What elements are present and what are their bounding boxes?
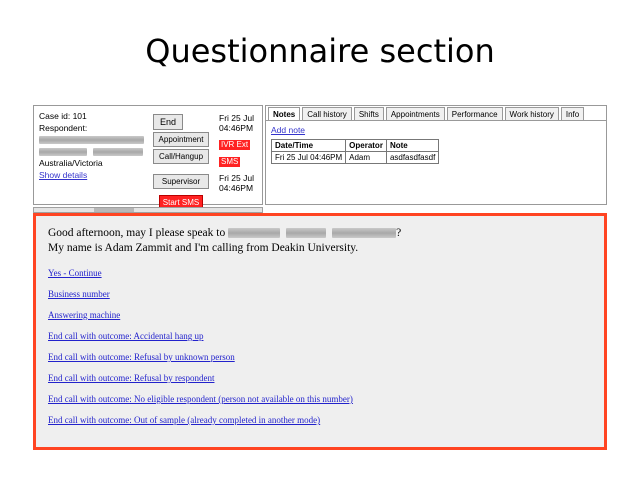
tab-bar — [266, 106, 606, 121]
call-date: Fri 25 Jul — [219, 113, 254, 123]
appointment-button[interactable]: Appointment — [153, 132, 209, 147]
add-note-link[interactable]: Add note — [271, 125, 306, 135]
questionnaire-options — [48, 268, 592, 425]
show-details-link[interactable]: Show details — [39, 170, 88, 180]
notes-table — [271, 139, 439, 164]
column-header-note: Note — [386, 140, 438, 152]
call-hangup-button[interactable]: Call/Hangup — [153, 149, 209, 164]
end-button[interactable]: End — [153, 114, 183, 130]
option-no-eligible-respondent[interactable]: End call with outcome: No eligible respondent (person not available on this number) — [48, 394, 353, 404]
start-sms-button[interactable]: Start SMS — [159, 195, 203, 210]
option-accidental-hangup[interactable]: End call with outcome: Accidental hang up — [48, 331, 204, 341]
tab-performance[interactable]: Performance — [447, 107, 503, 120]
sms-badge: SMS — [221, 157, 239, 166]
respondent-label: Respondent: — [39, 123, 88, 133]
application-screenshot — [33, 105, 607, 450]
action-button-column — [153, 114, 215, 210]
table-row[interactable] — [272, 152, 439, 164]
greeting-line-1 — [48, 226, 592, 241]
tab-notes[interactable]: Notes — [268, 107, 300, 120]
column-header-operator: Operator — [346, 140, 387, 152]
option-answering-machine[interactable]: Answering machine — [48, 310, 121, 320]
option-refusal-unknown-person[interactable]: End call with outcome: Refusal by unknown person — [48, 352, 235, 362]
greeting-prefix: Good afternoon, may I please speak to — [48, 227, 229, 239]
table-header-row — [272, 140, 439, 152]
greeting-suffix: ? — [396, 227, 402, 239]
name-redaction-bar-2 — [286, 228, 326, 238]
case-id-label: Case id: — [39, 111, 71, 121]
tab-shifts[interactable]: Shifts — [354, 107, 384, 120]
sms-date: Fri 25 Jul — [219, 173, 254, 183]
option-yes-continue[interactable]: Yes - Continue — [48, 268, 102, 278]
questionnaire-section — [33, 213, 607, 450]
respondent-redaction-bar — [39, 136, 144, 144]
cell-note: asdfasdfasdf — [386, 152, 438, 164]
phone-redaction-bar-2 — [93, 148, 143, 156]
location-value: Australia/Victoria — [39, 158, 103, 168]
sms-time: 04:46PM — [219, 183, 254, 193]
tab-work-history[interactable]: Work history — [505, 107, 559, 120]
call-time: 04:46PM — [219, 123, 254, 133]
column-header-datetime: Date/Time — [272, 140, 346, 152]
notes-panel — [265, 105, 607, 205]
option-business-number[interactable]: Business number — [48, 289, 110, 299]
tab-info[interactable]: Info — [561, 107, 584, 120]
case-id-value: 101 — [72, 111, 87, 121]
scrollbar-thumb[interactable] — [94, 208, 134, 212]
tab-call-history[interactable]: Call history — [302, 107, 352, 120]
page-title: Questionnaire section — [145, 32, 495, 70]
tab-appointments[interactable]: Appointments — [386, 107, 445, 120]
ivr-ext-badge: IVR Ext — [221, 140, 249, 149]
name-redaction-bar-3 — [332, 228, 396, 238]
option-out-of-sample[interactable]: End call with outcome: Out of sample (already completed in another mode) — [48, 415, 321, 425]
cell-datetime: Fri 25 Jul 04:46PM — [272, 152, 346, 164]
supervisor-button[interactable]: Supervisor — [153, 174, 209, 189]
option-refusal-respondent[interactable]: End call with outcome: Refusal by respondent — [48, 373, 215, 383]
name-redaction-bar-1 — [228, 228, 280, 238]
cell-operator: Adam — [346, 152, 387, 164]
greeting-line-2: My name is Adam Zammit and I'm calling from Deakin University. — [48, 242, 359, 254]
phone-redaction-bar-1 — [39, 148, 87, 156]
